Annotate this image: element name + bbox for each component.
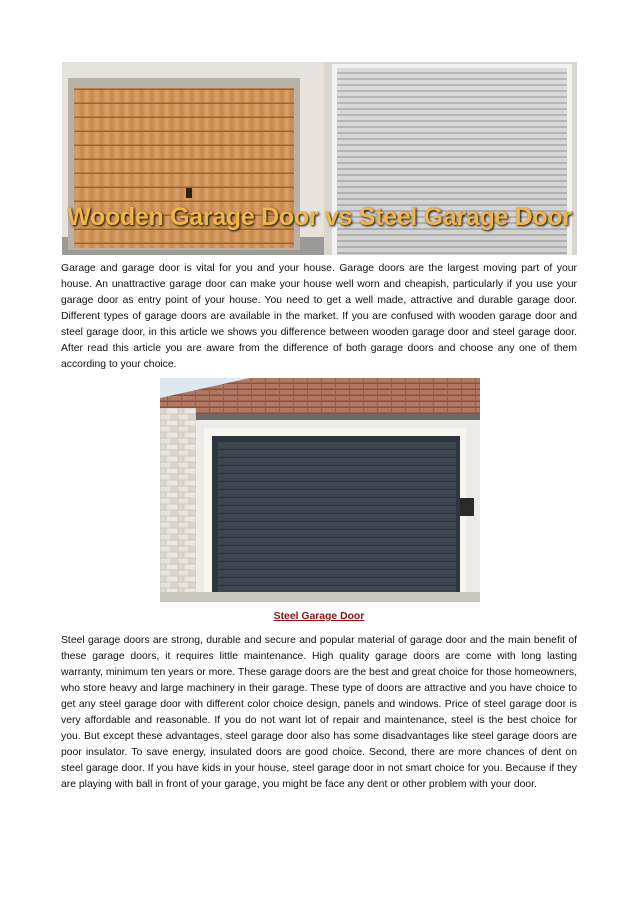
steel-garage-door-photo [160,378,480,602]
steel-garage-illustration [160,378,480,602]
hero-banner-title: Wooden Garage Door vs Steel Garage Door [67,202,572,231]
hero-banner-image [62,62,577,255]
steel-section-paragraph: Steel garage doors are strong, durable and secure and popular material of garage door and the main benefit of these garage doors, it requires little maintenance. High quality garage doors are come with long lasting warranty, minimum ten years or more. These garage doors are the best and great choice for those homeowners, who store heavy and large machinery in their garage. These type of doors are attractive and you have choice to get any steel garage door with different color choice design, panels and windows. Price of steel garage door is very affordable and reasonable. If you do not want lot of repair and maintenance, steel is the best choice for you. But except these advantages, steel garage door also has some disadvantages like steel garage doors are poor insulator. To save energy, insulated doors are good choice. Second, there are more chances of dent on steel garage door. If you have kids in your house, steel garage door in not smart choice for you. Because if they are playing with ball in front of your garage, you might be face any dent or other problem with your door. [61,635,577,790]
intro-paragraph: Garage and garage door is vital for you and your house. Garage doors are the largest moving part of your house. An unattractive garage door can make your house well worn and cheapish, particularly if you use your garage door as entry point of your house. You need to get a well made, attractive and durable garage door. Different types of garage doors are available in the market. If you are confused with wooden garage door and steel garage door, in this article we shows you difference between wooden garage door and steel garage door. After read this article you are aware from the difference of both garage doors and choose any one of them according to your choice. [61,263,577,370]
steel-garage-door-heading: Steel Garage Door [273,611,365,622]
